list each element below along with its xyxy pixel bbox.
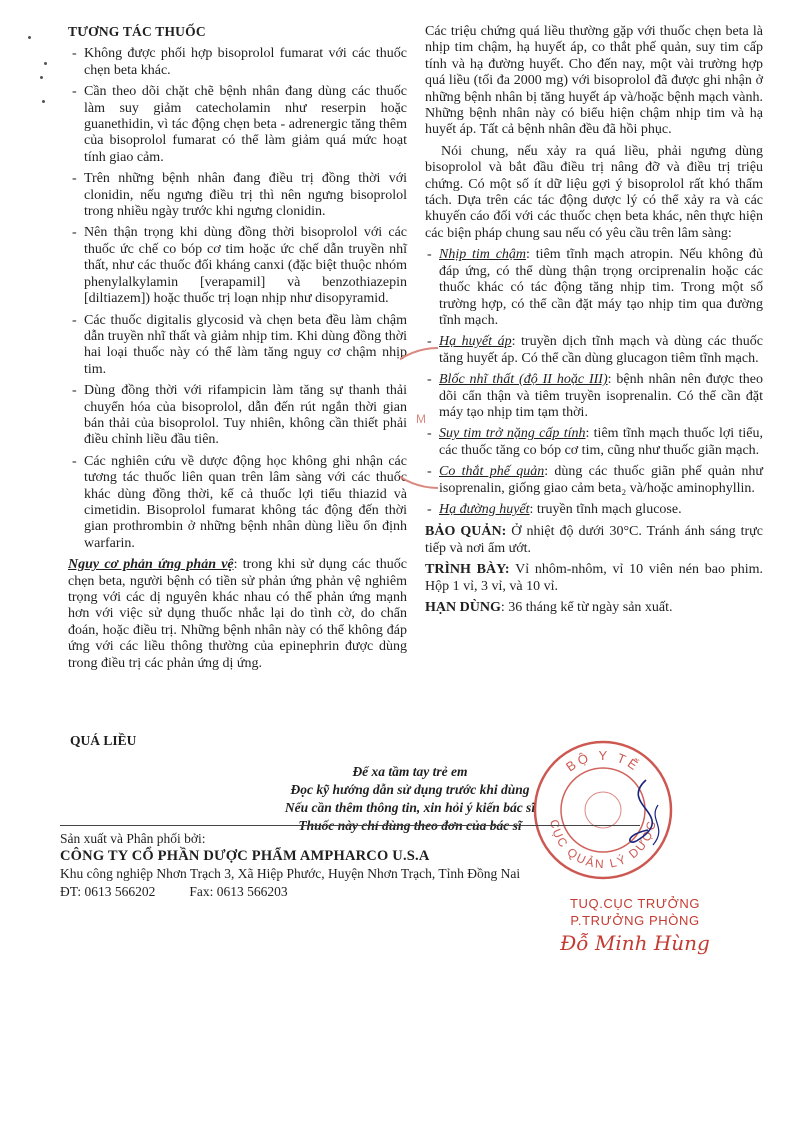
measure-text: : dùng các thuốc giãn phế quản như isoprenalin, giống giao cảm beta₂ và/hoặc aminophyllin. (439, 464, 763, 496)
list-item (425, 502, 763, 518)
storage-text: Ở nhiệt độ dưới 30°C. Tránh ánh sáng trực tiếp và nơi ẩm ướt. (425, 524, 763, 556)
warning-line: Nếu cần thêm thông tin, xin hỏi ý kiến bác sĩ (284, 800, 536, 815)
manufacturer-footer (60, 825, 640, 900)
measure-lead: Hạ đường huyết (439, 501, 530, 517)
company-address: Khu công nghiệp Nhơn Trạch 3, Xã Hiệp Phước, Huyện Nhơn Trạch, Tỉnh Đồng Nai (60, 866, 521, 881)
margin-mark (40, 76, 43, 79)
produced-by-label: Sản xuất và Phân phối bởi: (60, 831, 206, 846)
measure-text: : bệnh nhân nên được theo dõi cẩn thận và tiêm truyền isoprenalin. Có thể cần đặt máy tạo nhịp tim tạm thời. (439, 372, 763, 420)
overdose-measures-list (425, 247, 763, 518)
svg-text:BỘ Y TẾ: BỘ Y TẾ (563, 747, 643, 775)
signatory-subtitle: P.TRƯỞNG PHÒNG (570, 913, 700, 928)
storage-paragraph (425, 524, 763, 557)
anaphylaxis-lead: Nguy cơ phản ứng phản vệ (68, 557, 234, 573)
list-item (425, 372, 763, 421)
list-item (425, 464, 763, 497)
fax-number: Fax: 0613 566203 (189, 883, 288, 899)
measure-lead: Hạ huyết áp (439, 334, 512, 350)
drug-interactions-heading: TƯƠNG TÁC THUỐC (68, 24, 206, 39)
signature-block (535, 895, 735, 955)
measure-lead: Nhịp tim chậm (439, 247, 527, 263)
expiry-paragraph (425, 600, 763, 616)
partial-stamp-icon (400, 343, 440, 493)
expiry-text: : 36 tháng kể từ ngày sản xuất. (500, 600, 673, 615)
list-item: - Cần theo dõi chặt chẽ bệnh nhân đang dùng các thuốc làm suy giảm catecholamin như reserpin hoặc guanethidin, vì tác động chẹn beta - adrenergic tăng thêm của bisoprolol fumarat có thể làm giảm quá mức hoạt tính giao cảm. (62, 84, 407, 166)
list-item: - Dùng đồng thời với rifampicin làm tăng sự thanh thải chuyển hóa của bisoprolol, dẫn đến rút ngắn thời gian bán thải của bisoprolol. Tuy nhiên, không cần thiết phải điều chỉnh liều đầu tiên. (62, 383, 407, 449)
overdose-heading: QUÁ LIỀU (70, 733, 137, 748)
svg-text:CỤC QUẢN LÝ DƯỢC: CỤC QUẢN LÝ DƯỢC (547, 818, 659, 872)
measure-lead: Co thắt phế quản (439, 464, 545, 480)
warning-line: Thuốc này chỉ dùng theo đơn của bác sĩ (298, 818, 522, 833)
anaphylaxis-paragraph (68, 557, 407, 672)
presentation-paragraph (425, 562, 763, 595)
svg-text:M: M (416, 412, 426, 426)
list-item: - Không được phối hợp bisoprolol fumarat với các thuốc chẹn beta khác. (62, 46, 407, 79)
presentation-label: TRÌNH BÀY: (425, 562, 510, 578)
company-name: CÔNG TY CỔ PHẦN DƯỢC PHẨM AMPHARCO U.S.A (60, 847, 430, 864)
list-item: - Trên những bệnh nhân đang điều trị đồng thời với clonidin, nếu ngưng điều trị thì nên ngưng bisoprolol trong nhiều ngày trước khi ngưng clonidin. (62, 171, 407, 220)
measure-text: : tiêm tĩnh mạch atropin. Nếu không đủ đáp ứng, có thể dùng thận trọng orciprenalin hoặc các thuốc khác có tác động tăng nhịp tim. Trong một số trường hợp, có thể cần đặt máy tạo nhịp tim qua đường tĩnh mạch. (439, 247, 763, 328)
margin-mark (42, 100, 45, 103)
right-column (425, 24, 763, 621)
list-item (425, 247, 763, 329)
interactions-list (62, 46, 407, 552)
measure-text: : truyền dịch tĩnh mạch và dùng các thuốc tăng huyết áp. Có thể cần dùng glucagon tiêm tĩnh mạch. (439, 334, 763, 366)
list-item: - Nên thận trọng khi dùng đồng thời bisoprolol với các thuốc ức chế co bóp cơ tim hoặc ức chế dẫn truyền nhĩ thất, như các thuốc đối kháng canxi (đặc biệt thuộc nhóm phenylalkylamin [verapamil] và benzothiazepin [diltiazem]) hoặc thuốc trị loạn nhịp như disopyramid. (62, 225, 407, 307)
signatory-name: Đỗ Minh Hùng (560, 931, 710, 955)
measure-lead: Suy tim trở nặng cấp tính (439, 426, 586, 442)
overdose-treatment-paragraph: Nói chung, nếu xảy ra quá liều, phải ngưng dùng bisoprolol và bắt đầu điều trị nâng đỡ và điều trị triệu chứng. Có một số ít dữ liệu gợi ý bisoprolol rất khó thẩm tách. Dựa trên các tác động dược lý có thể xảy ra và các khuyến cáo đối với các thuốc chẹn beta khác, nên thực hiện các biện pháp chung sau nếu có yêu cầu trên lâm sàng: (425, 143, 763, 241)
measure-text: : truyền tĩnh mạch glucose. (529, 501, 682, 517)
warning-line: Để xa tầm tay trẻ em (352, 764, 468, 779)
warning-line: Đọc kỹ hướng dẫn sử dụng trước khi dùng (290, 782, 530, 797)
signatory-title: TUQ.CỤC TRƯỞNG (569, 896, 701, 911)
margin-mark (44, 62, 47, 65)
presentation-text: Vỉ nhôm-nhôm, vỉ 10 viên nén bao phim. Hộp 1 vỉ, 3 vỉ, và 10 vỉ. (425, 562, 763, 594)
expiry-label: HẠN DÙNG (425, 600, 501, 615)
list-item (425, 426, 763, 459)
storage-label: BẢO QUẢN: (425, 524, 507, 540)
overdose-symptoms-paragraph: Các triệu chứng quá liều thường gặp với thuốc chẹn beta là nhịp tim chậm, hạ huyết áp, co thắt phế quản, suy tim cấp tính và hạ đường huyết. Cho đến nay, một vài trường hợp quá liều (tối đa 2000 mg) với bisoprolol đã được ghi nhận ở những bệnh nhân bị tăng huyết áp và/hoặc bệnh mạch vành. Những bệnh nhân này có biểu hiện chậm nhịp tim và hạ huyết áp. Tất cả bệnh nhân đều đã hồi phục. (425, 24, 763, 138)
list-item: - Các thuốc digitalis glycosid và chẹn beta đều làm chậm dẫn truyền nhĩ thất và giảm nhịp tim. Khi dùng đồng thời hai loại thuốc này có thể làm tăng nguy cơ chậm nhịp tim. (62, 313, 407, 379)
left-column (62, 24, 407, 677)
margin-mark (28, 36, 31, 39)
measure-text: : tiêm tĩnh mạch thuốc lợi tiểu, các thuốc tăng co bóp cơ tim, cũng như thuốc giãn mạch. (439, 426, 763, 458)
phone-number: ĐT: 0613 566202 (60, 883, 156, 899)
list-item: - Các nghiên cứu về dược động học không ghi nhận các tương tác thuốc liên quan trên lâm sàng với các thuốc khác dùng đồng thời, kể cả thuốc lợi tiểu thiazid và cimetidin. Bisoprolol fumarat không tác động đến thời gian prothrombin ở những bệnh nhân dùng liều ổn định warfarin. (62, 454, 407, 552)
measure-lead: Blốc nhĩ thất (độ II hoặc III) (439, 372, 608, 388)
list-item (425, 334, 763, 367)
anaphylaxis-text: : trong khi sử dụng các thuốc chẹn beta, người bệnh có tiền sử phản ứng phản vệ nghiêm trọng với các dị nguyên khác nhau có thể phản ứng mạnh hơn với việc sử dụng thuốc nhắc lại do tình cờ, do chẩn đoán, hoặc điều trị. Những bệnh nhân này có thể không đáp ứng với các liều thông thường của epinephrin được dùng trong điều trị các phản ứng dị ứng. (68, 557, 407, 671)
